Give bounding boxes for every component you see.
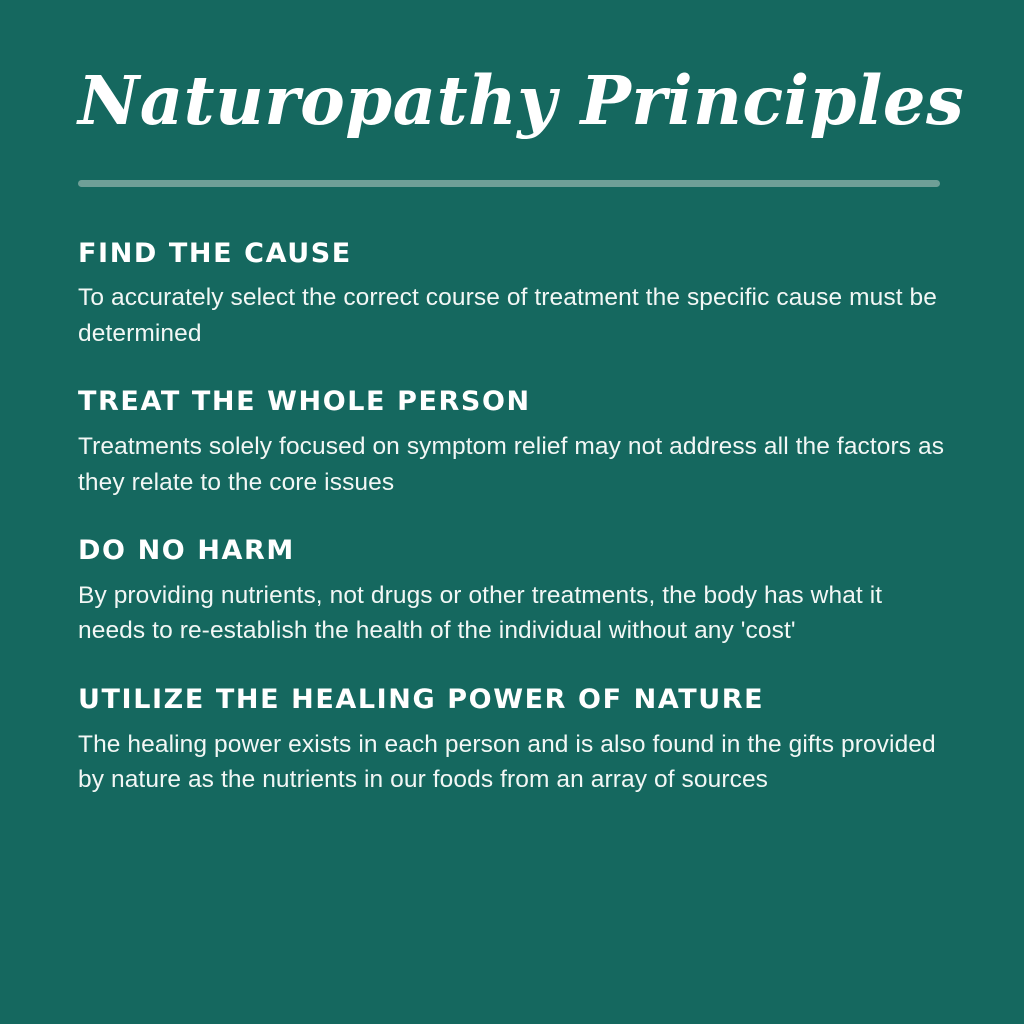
- principle-heading: FIND THE CAUSE: [78, 237, 352, 269]
- principle-item: [78, 536, 948, 649]
- principle-heading: UTILIZE THE HEALING POWER OF NATURE: [78, 683, 765, 715]
- principle-item: [78, 387, 948, 500]
- page-title: Naturopathy Principles: [78, 61, 965, 140]
- principle-body: Treatments solely focused on symptom relief may not address all the factors as they relate to the core issues: [78, 433, 945, 496]
- principle-body: The healing power exists in each person and is also found in the gifts provided by nature as the nutrients in our foods from an array of sources: [78, 730, 936, 794]
- principle-item: [78, 685, 948, 798]
- principle-item: [78, 239, 948, 352]
- principle-heading: TREAT THE WHOLE PERSON: [78, 386, 531, 418]
- principles-list: [78, 239, 948, 798]
- principle-body: To accurately select the correct course of treatment the specific cause must be determined: [78, 284, 937, 347]
- principle-heading: DO NO HARM: [78, 535, 295, 567]
- principle-body: By providing nutrients, not drugs or other treatments, the body has what it needs to re-establish the health of the individual without any 'cost': [78, 581, 883, 645]
- title-divider: [78, 180, 940, 187]
